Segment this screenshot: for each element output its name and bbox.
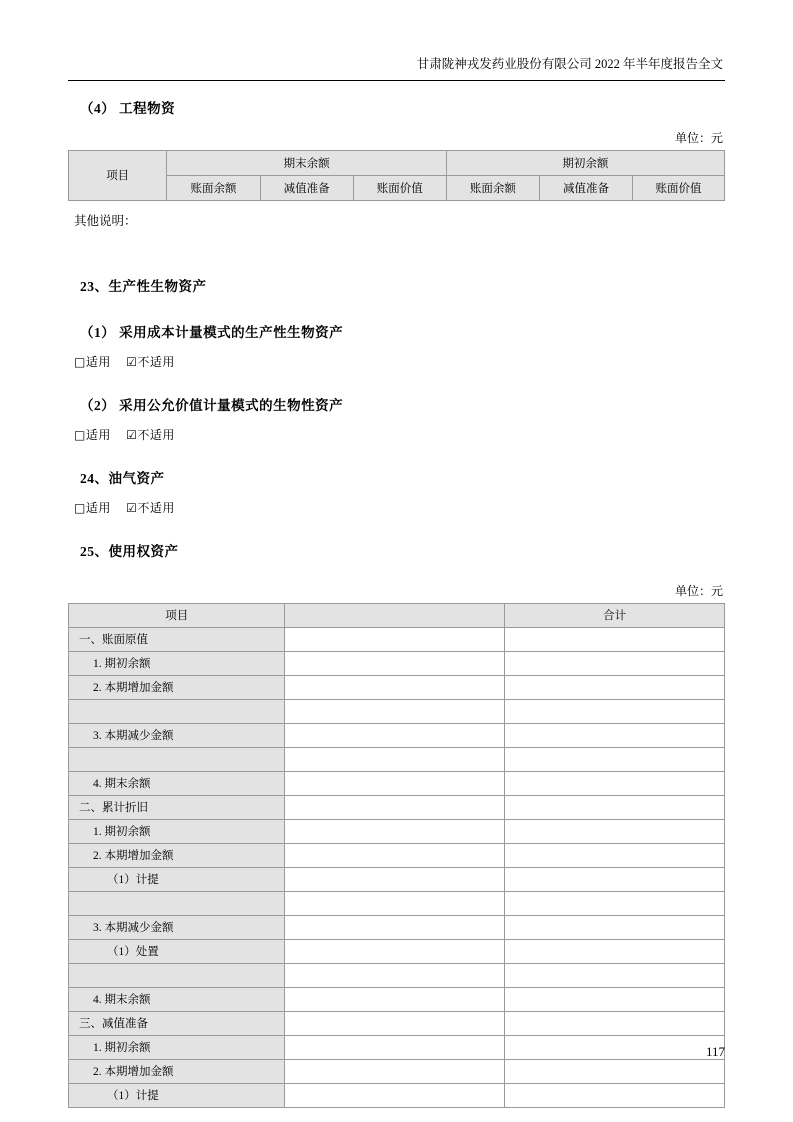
col-header-beginning-balance: 期初余额 [446, 150, 724, 175]
row-value-total [505, 747, 725, 771]
applicability-line-cost-model [74, 353, 725, 370]
engineering-materials-table [68, 150, 725, 201]
row-value-total [505, 771, 725, 795]
running-header: 甘肃陇神戎发药业股份有限公司 2022 年半年度报告全文 [416, 57, 723, 71]
page-number: 117 [705, 1044, 725, 1059]
row-value-total [505, 987, 725, 1011]
row-label [69, 747, 285, 771]
row-label: 1. 期初余额 [69, 1035, 285, 1059]
table-row [69, 603, 725, 627]
row-value-total [505, 627, 725, 651]
col-header-total: 合计 [505, 603, 725, 627]
header-divider [68, 80, 725, 81]
table-row [69, 675, 725, 699]
col-header-impairment-begin: 减值准备 [539, 175, 632, 200]
row-value-total [505, 1035, 725, 1059]
table-row [69, 987, 725, 1011]
row-value-blank [285, 651, 505, 675]
row-value-total [505, 795, 725, 819]
row-value-total [505, 651, 725, 675]
right-of-use-assets-table [68, 603, 725, 1108]
table-row [69, 843, 725, 867]
row-label: 二、累计折旧 [69, 795, 285, 819]
row-value-total [505, 915, 725, 939]
table-row [69, 150, 725, 175]
heading-cost-model-biological-assets: （1） 采用成本计量模式的生产性生物资产 [80, 324, 344, 340]
row-value-blank [285, 891, 505, 915]
row-value-total [505, 1011, 725, 1035]
checkbox-applicable[interactable]: □适用 [74, 500, 111, 515]
col-header-book-balance-begin: 账面余额 [446, 175, 539, 200]
table-row [69, 819, 725, 843]
col-header-impairment-end: 减值准备 [260, 175, 353, 200]
other-note-label: 其他说明： [74, 213, 137, 228]
row-value-blank [285, 867, 505, 891]
heading-engineering-materials: （4） 工程物资 [80, 100, 176, 116]
heading-oil-gas-assets: 24、油气资产 [80, 470, 165, 486]
table-row [69, 1035, 725, 1059]
row-value-blank [285, 1059, 505, 1083]
table-row [69, 651, 725, 675]
checkbox-not-applicable[interactable]: ☑不适用 [126, 500, 175, 515]
row-value-total [505, 699, 725, 723]
checkbox-not-applicable[interactable]: ☑不适用 [126, 354, 175, 369]
row-value-blank [285, 675, 505, 699]
row-label: 2. 本期增加金额 [69, 1059, 285, 1083]
row-label: 1. 期初余额 [69, 651, 285, 675]
row-value-total [505, 867, 725, 891]
row-value-blank [285, 723, 505, 747]
checkbox-applicable[interactable]: □适用 [74, 354, 111, 369]
col-header-ending-balance: 期末余额 [167, 150, 446, 175]
row-value-blank [285, 1083, 505, 1107]
row-label: 4. 期末余额 [69, 771, 285, 795]
table-row [69, 867, 725, 891]
col-header-book-value-end: 账面价值 [353, 175, 446, 200]
checkbox-applicable[interactable]: □适用 [74, 427, 111, 442]
table-row [69, 771, 725, 795]
applicability-line-oil-gas [74, 499, 725, 516]
row-value-total [505, 819, 725, 843]
row-value-blank [285, 987, 505, 1011]
row-label: 4. 期末余额 [69, 987, 285, 1011]
row-value-blank [285, 747, 505, 771]
table-row [69, 747, 725, 771]
row-label: （1）计提 [69, 1083, 285, 1107]
row-label: 2. 本期增加金额 [69, 843, 285, 867]
row-value-blank [285, 1035, 505, 1059]
table-row [69, 1011, 725, 1035]
row-value-blank [285, 1011, 505, 1035]
row-value-blank [285, 627, 505, 651]
row-label: 3. 本期减少金额 [69, 723, 285, 747]
col-header-item: 项目 [69, 150, 167, 200]
table-row [69, 723, 725, 747]
row-label: 3. 本期减少金额 [69, 915, 285, 939]
row-value-total [505, 843, 725, 867]
col-header-item: 项目 [69, 603, 285, 627]
row-value-blank [285, 915, 505, 939]
row-value-total [505, 723, 725, 747]
row-value-total [505, 1059, 725, 1083]
row-value-blank [285, 771, 505, 795]
table-row [69, 627, 725, 651]
row-label: 三、减值准备 [69, 1011, 285, 1035]
row-value-blank [285, 963, 505, 987]
col-header-book-value-begin: 账面价值 [633, 175, 725, 200]
row-value-total [505, 1083, 725, 1107]
row-label [69, 963, 285, 987]
checkbox-not-applicable[interactable]: ☑不适用 [126, 427, 175, 442]
row-value-total [505, 939, 725, 963]
table-row [69, 1083, 725, 1107]
row-label: （1）处置 [69, 939, 285, 963]
row-label [69, 699, 285, 723]
heading-fair-value-biological-assets: （2） 采用公允价值计量模式的生物性资产 [80, 397, 344, 413]
col-header-book-balance-end: 账面余额 [167, 175, 260, 200]
row-value-blank [285, 843, 505, 867]
row-label: 2. 本期增加金额 [69, 675, 285, 699]
unit-label-engineering-materials: 单位：元 [674, 130, 723, 145]
heading-productive-biological-assets: 23、生产性生物资产 [80, 278, 207, 294]
row-value-total [505, 891, 725, 915]
table-row [69, 939, 725, 963]
table-row [69, 175, 725, 200]
row-label: 一、账面原值 [69, 627, 285, 651]
row-label: 1. 期初余额 [69, 819, 285, 843]
applicability-line-fair-value [74, 426, 725, 443]
table-row [69, 915, 725, 939]
row-value-blank [285, 699, 505, 723]
row-value-total [505, 963, 725, 987]
unit-label-right-of-use-assets: 单位：元 [674, 583, 723, 598]
row-value-blank [285, 819, 505, 843]
table-row [69, 795, 725, 819]
heading-right-of-use-assets: 25、使用权资产 [80, 543, 179, 559]
row-label [69, 891, 285, 915]
table-row [69, 963, 725, 987]
table-row [69, 1059, 725, 1083]
table-row [69, 699, 725, 723]
row-label: （1）计提 [69, 867, 285, 891]
row-value-blank [285, 939, 505, 963]
col-header-blank [285, 603, 505, 627]
row-value-total [505, 675, 725, 699]
row-value-blank [285, 795, 505, 819]
table-row [69, 891, 725, 915]
